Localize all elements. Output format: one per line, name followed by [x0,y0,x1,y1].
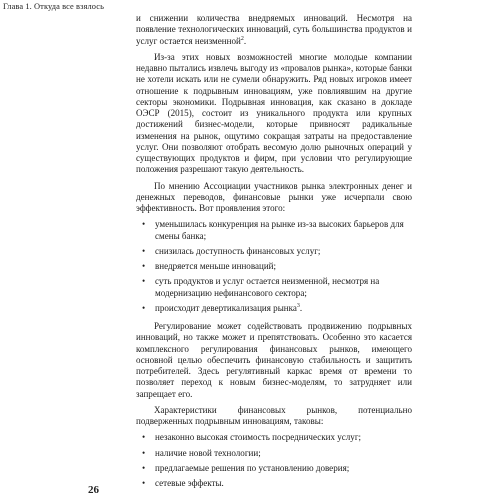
list-item [136,448,412,459]
bullet-list [136,219,412,314]
list-item-end: . [299,302,303,313]
bullet-icon: • [142,478,146,488]
list-item-text: незаконно высокая стоимость посреднических услуг; [155,432,362,443]
running-head: Глава 1. Откуда все взялось [3,2,104,11]
bullet-icon: • [142,447,146,458]
paragraph: Характеристики финансовых рынков, потенциально подверженных подрывным инновациям, таковы: [136,404,412,426]
list-item-text: суть продуктов и услуг остается неизменной, несмотря на модернизацию нефинансового сектора; [155,276,380,298]
list-item [136,303,412,314]
bullet-icon: • [142,245,146,256]
page-number: 26 [88,484,99,496]
body-text [136,13,412,489]
list-item-text: сетевые эффекты. [155,478,224,488]
list-item-text: предлагаемые решения по установлению доверия; [155,462,350,473]
footnote-ref[interactable]: 3 [296,302,300,309]
bullet-icon: • [142,219,146,230]
list-item [136,432,412,443]
list-item [136,463,412,474]
list-item-text: уменьшилась конкуренция на рынке из-за высоких барьеров для смены банка; [155,219,404,241]
paragraph: Регулирование может содействовать продвижению подрывных инноваций, но также может и препятствовать. Особенно это касается комплексного регулирования финансовых рынков, имеющего основной целью обеспечить финансовую стабильность и защитить потребителей. Здесь регулятивный каркас время от времени то позволяет переход к новым бизнес-моделям, то затрудняет или запрещает его. [136,321,412,399]
list-item-text: наличие новой технологии; [155,447,261,458]
bullet-icon: • [142,276,146,287]
list-item-text: происходит девертикализация рынка [155,302,297,313]
bullet-icon: • [142,261,146,271]
paragraph-text: и снижении количества внедряемых инноваций. Несмотря на появление технологических инноваций, суть большинства продуктов и услуг остается неизменной [136,13,412,46]
paragraph-continuation: и снижении количества внедряемых инноваций. Несмотря на появление технологических инноваций, суть большинства продуктов и услуг остается неизменной$^2$. [136,13,412,46]
bullet-icon: • [142,302,146,313]
list-item [136,276,412,299]
list-item [136,261,412,272]
bullet-icon: • [142,432,146,443]
list-item [136,219,412,242]
list-item-text: внедряется меньше инноваций; [155,261,277,271]
footnote-ref[interactable]: 2 [240,35,244,42]
list-item [136,478,412,489]
paragraph: Из-за этих новых возможностей многие молодые компании недавно пытались извлечь выгоду из «провалов рынка», которые банки не хотели искать или не сумели обнаружить. Ряд новых игроков имеет отношение к подрывным инновациям, уже повлиявшим на другие секторы экономики. Подрывная инновация, как сказано в докладе ОЭСР (2015), состоит из уникального продукта или крупных достижений бизнес-модели, которые привносят радикальные изменения на рынок, ощутимо сокращая затраты на предоставление услуг. Они позволяют отобрать весомую долю рыночных операций у существующих продуктов и фирм, при условии что регулирующие положения разрешают такую деятельность. [136,51,412,175]
paragraph: По мнению Ассоциации участников рынка электронных денег и денежных переводов, финансовые рынки уже исчерпали свою эффективность. Вот проявления этого: [136,180,412,213]
bullet-icon: • [142,462,146,473]
list-item [136,246,412,257]
bullet-list [136,432,412,489]
list-item-text: снизилась доступность финансовых услуг; [155,245,321,256]
